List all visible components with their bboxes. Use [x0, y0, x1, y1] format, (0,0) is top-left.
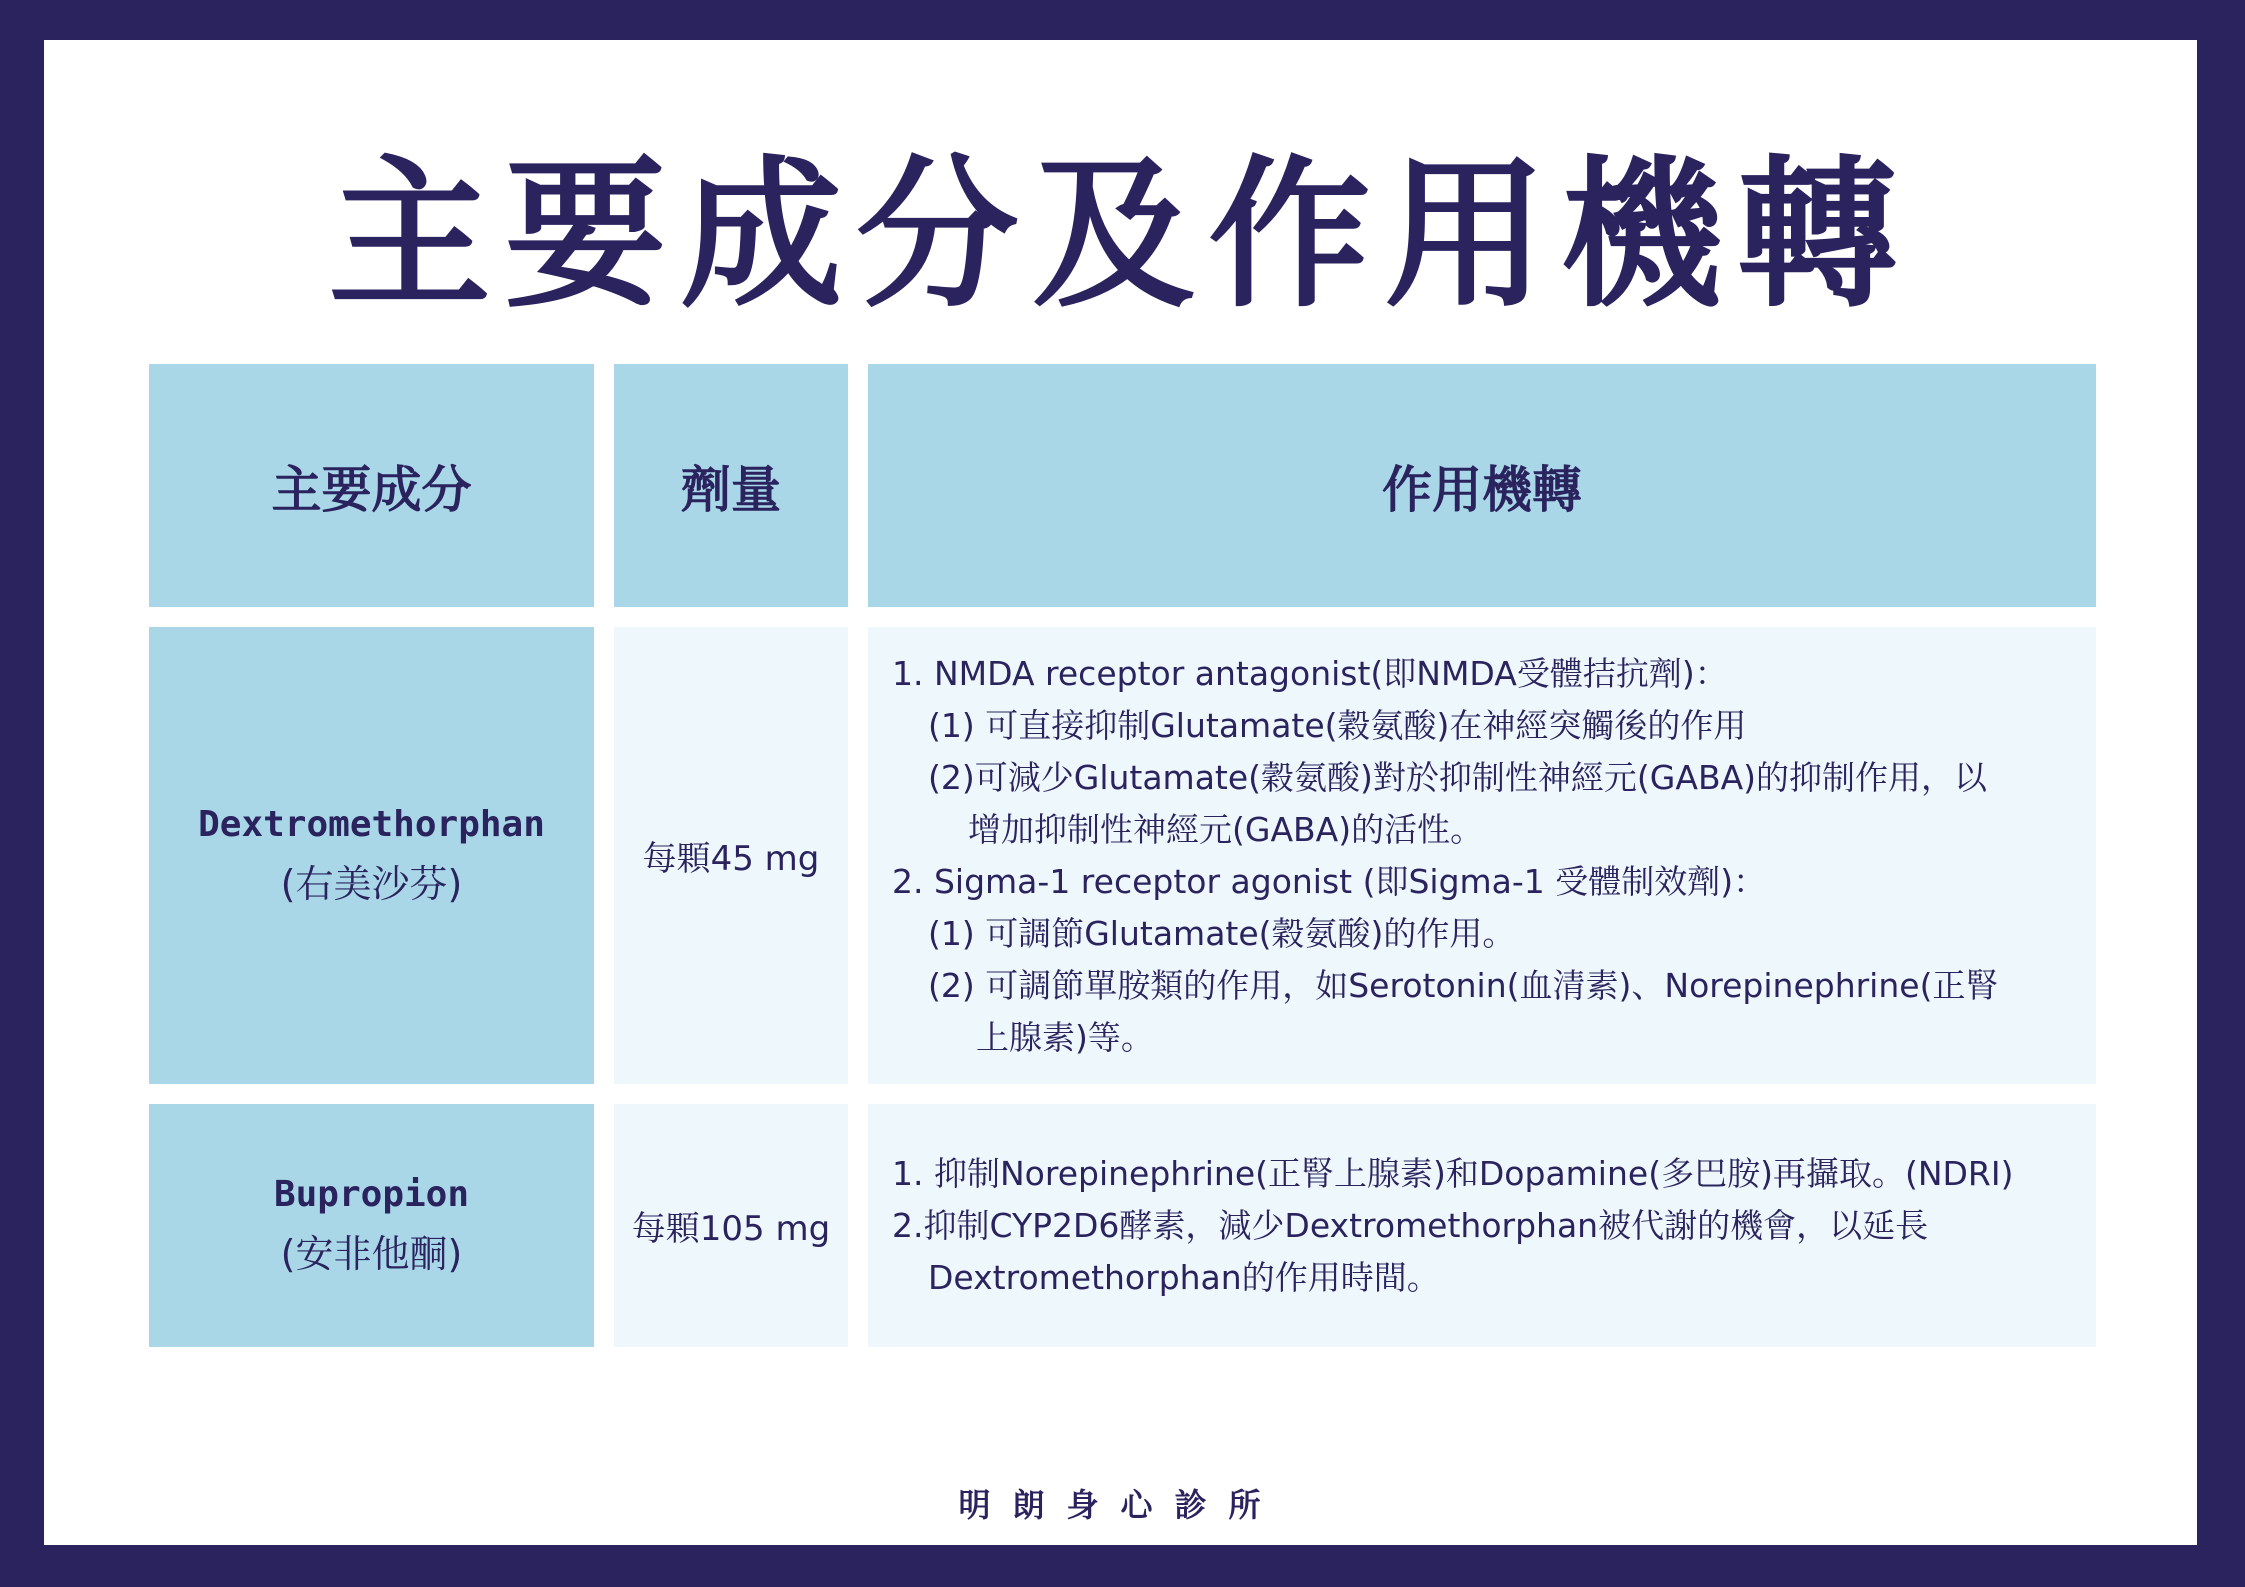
header-ingredient-label: 主要成分 — [271, 460, 472, 519]
mechanism-cell-bupropion — [868, 1104, 2096, 1347]
mechanism-line: 上腺素)等。 — [976, 1017, 1154, 1057]
dose-cell-dextromethorphan — [614, 627, 848, 1084]
mechanism-line: 1. 抑制Norepinephrine(正腎上腺素)和Dopamine(多巴胺)再攝取。(NDRI) — [892, 1153, 2014, 1193]
mechanism-line: (2) 可調節單胺類的作用，如Serotonin(血清素)、Norepinephrine(正腎 — [928, 965, 1999, 1005]
mechanism-line: 2. Sigma-1 receptor agonist (即Sigma-1 受體制效劑)： — [892, 861, 1767, 901]
header-mechanism-label: 作用機轉 — [1382, 460, 1582, 519]
ingredient-cell-bupropion — [149, 1104, 594, 1347]
header-dose-cell — [614, 364, 848, 607]
ingredient-name-en: Bupropion — [273, 1173, 470, 1215]
mechanism-line: (2)可減少Glutamate(穀氨酸)對於抑制性神經元(GABA)的抑制作用，以 — [928, 757, 1988, 797]
header-mechanism-cell — [868, 364, 2096, 607]
ingredient-cell-dextromethorphan — [149, 627, 594, 1084]
ingredient-name-zh: (右美沙芬) — [280, 861, 463, 906]
mechanism-line: 增加抑制性神經元(GABA)的活性。 — [968, 809, 1484, 849]
mechanism-line: (1) 可直接抑制Glutamate(穀氨酸)在神經突觸後的作用 — [928, 705, 1747, 745]
mechanism-line: 2.抑制CYP2D6酵素，減少Dextromethorphan被代謝的機會，以延長 — [892, 1205, 1929, 1245]
document-sheet — [44, 40, 2197, 1545]
ingredient-name-zh: (安非他酮) — [280, 1231, 463, 1276]
mechanism-cell-dextromethorphan — [868, 627, 2096, 1084]
header-ingredient-cell — [149, 364, 594, 607]
dose-cell-bupropion — [614, 1104, 848, 1347]
dose-value: 每顆45 mg — [642, 839, 820, 879]
mechanism-line: (1) 可調節Glutamate(穀氨酸)的作用。 — [928, 913, 1516, 953]
ingredient-name-en: Dextromethorphan — [198, 803, 545, 845]
mechanism-line: Dextromethorphan的作用時間。 — [928, 1257, 1440, 1297]
dose-value: 每顆105 mg — [631, 1209, 831, 1249]
mechanism-line: 1. NMDA receptor antagonist(即NMDA受體拮抗劑)： — [892, 653, 1728, 693]
clinic-name-footer: 明朗身心診所 — [958, 1486, 1283, 1524]
page-title: 主要成分及作用機轉 — [328, 142, 1913, 330]
header-dose-label: 劑量 — [681, 460, 781, 519]
